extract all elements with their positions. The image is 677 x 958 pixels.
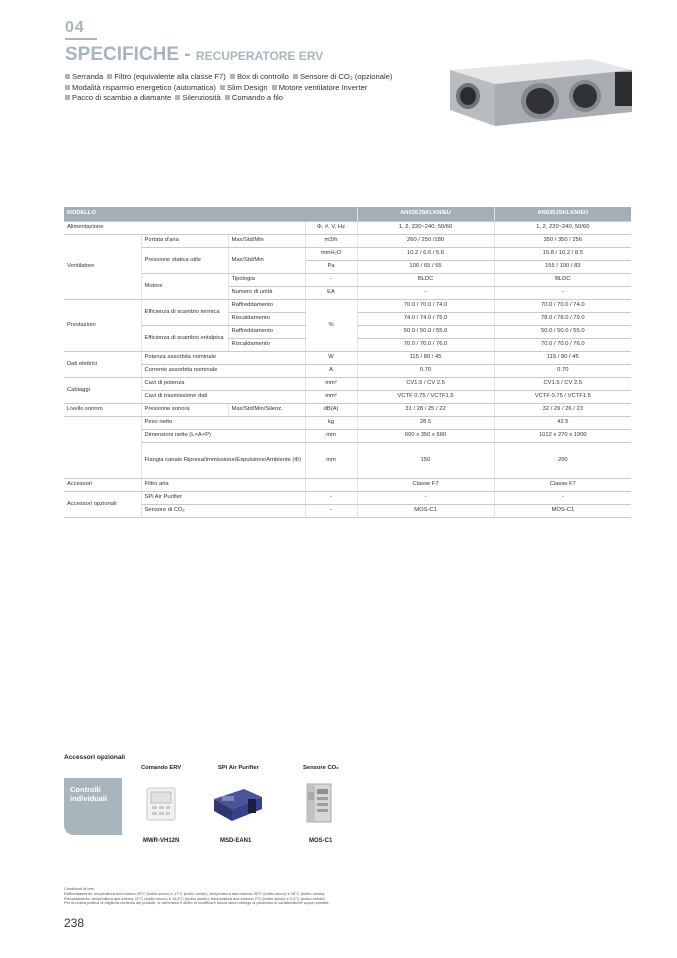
feature-item <box>225 93 283 102</box>
accessory-code: MWR-VH12N <box>143 838 180 844</box>
row-item: Motore <box>141 273 228 299</box>
bullet-square-icon <box>293 74 298 79</box>
row-sub: Riscaldamento <box>228 338 305 351</box>
row-item: Potenza assorbita nominale <box>141 351 305 364</box>
section-divider <box>65 38 97 40</box>
row-item: Filtro aria <box>141 478 305 491</box>
row-item: Dimensioni nette (L×A×P) <box>141 429 305 442</box>
row-value-2: 115 / 80 / 45 <box>494 351 631 364</box>
row-label: Alimentazione <box>64 221 305 234</box>
footnote-line: Riscaldamento: temperatura aria interna 22°C (bulbo secco) e 13,8°C (bulbo umido); temperatura aria esterna 2°C (bulbo secco) e 0,6°C (bulbo umido) <box>64 895 325 901</box>
feature-item <box>65 93 171 102</box>
accessory-code: MSD-EAN1 <box>220 838 252 844</box>
row-unit: dB(A) <box>305 403 357 416</box>
feature-label: Motore ventilatore Inverter <box>278 82 368 92</box>
feature-item <box>230 72 289 81</box>
row-item: Cavi di potenza <box>141 377 305 390</box>
row-group-empty <box>64 416 141 478</box>
row-item: Efficienza di scambio entalpica <box>141 325 228 351</box>
row-group: Livello sonoro <box>64 403 141 416</box>
row-value-2: Classe F7 <box>494 478 631 491</box>
table-row <box>64 234 631 247</box>
bullet-square-icon <box>230 74 235 79</box>
row-unit: W <box>305 351 357 364</box>
row-value-2: 50.0 / 50.0 / 55.0 <box>494 325 631 338</box>
table-row <box>64 351 631 364</box>
row-unit: m3/h <box>305 234 357 247</box>
row-value-1: Classe F7 <box>357 478 494 491</box>
row-value-2: MOS-C1 <box>494 504 631 517</box>
feature-item <box>65 83 216 92</box>
row-item: SPi Air Purifier <box>141 491 305 504</box>
row-value-1: 260 / 250 /180 <box>357 234 494 247</box>
row-item: Pressione sonora <box>141 403 228 416</box>
table-row <box>64 377 631 390</box>
bullet-square-icon <box>220 85 225 90</box>
row-value-2: - <box>494 491 631 504</box>
row-unit: mm² <box>305 390 357 403</box>
accessories-title: Accessori opzionali <box>64 754 126 761</box>
section-number: 04 <box>65 19 85 36</box>
row-value-1: 10.2 / 6.6 / 5.6 <box>357 247 494 260</box>
feature-label: Modalità risparmio energetico (automatica) <box>72 82 216 92</box>
table-row <box>64 390 631 403</box>
table-row <box>64 442 631 478</box>
accessory-name: Sensore CO₂ <box>303 765 339 771</box>
row-sub: Raffreddamento <box>228 325 305 338</box>
row-unit: Pa <box>305 260 357 273</box>
table-header-model: MODELLO <box>64 207 357 221</box>
row-value-2: 1, 2, 220~240, 50/60 <box>494 221 631 234</box>
row-value-2: 350 / 350 / 256 <box>494 234 631 247</box>
bullet-square-icon <box>175 95 180 100</box>
table-header-model-2: AN035JSKLKN/EU <box>494 207 631 221</box>
row-value-2: CV1.5 / CV 2.5 <box>494 377 631 390</box>
bullet-square-icon <box>107 74 112 79</box>
row-value-2: 1012 x 270 x 1000 <box>494 429 631 442</box>
row-sub: Max/Std/Min/Silenz. <box>228 403 305 416</box>
table-row <box>64 478 631 491</box>
row-unit: mm <box>305 429 357 442</box>
row-sub: Max/Std/Min <box>228 247 305 273</box>
accessory-code: MOS-C1 <box>309 838 333 844</box>
row-value-2: - <box>494 286 631 299</box>
row-unit: mm² <box>305 377 357 390</box>
feature-item <box>220 83 268 92</box>
accessory-name: SPi Air Purifier <box>218 765 259 771</box>
footnotes <box>64 887 384 906</box>
row-value-1: 31 / 28 / 25 / 22 <box>357 403 494 416</box>
row-value-2: 70.0 / 70.0 / 76.0 <box>494 338 631 351</box>
page-title-main: SPECIFICHE - <box>65 44 196 65</box>
row-value-1: - <box>357 286 494 299</box>
feature-label: Pacco di scambio a diamante <box>72 93 172 103</box>
feature-label: Silenziosità <box>182 93 221 103</box>
feature-label: Comando a filo <box>231 93 283 103</box>
row-value-1: 600 x 350 x 660 <box>357 429 494 442</box>
row-item: Corrente assorbita nominale <box>141 364 305 377</box>
row-value-2: 0.70 <box>494 364 631 377</box>
spec-table <box>64 207 631 518</box>
row-item: Sensore di CO₂ <box>141 504 305 517</box>
row-value-1: VCTF 0.75 / VCTF1.5 <box>357 390 494 403</box>
row-unit: A <box>305 364 357 377</box>
row-unit: mmH₂O <box>305 247 357 260</box>
row-value-1: 100 / 65 / 55 <box>357 260 494 273</box>
table-row <box>64 364 631 377</box>
row-value-2: BLDC <box>494 273 631 286</box>
erv-controller-image <box>146 787 176 821</box>
row-group: Cablaggi <box>64 377 141 403</box>
table-row <box>64 273 631 286</box>
row-sub: Max/Std/Min <box>228 234 305 247</box>
row-value-1: 70.0 / 70.0 / 76.0 <box>357 338 494 351</box>
row-group: Dati elettrici <box>64 351 141 377</box>
table-row <box>64 416 631 429</box>
row-value-2: 155 / 100 / 83 <box>494 260 631 273</box>
row-value-1: 1, 2, 220~240, 50/60 <box>357 221 494 234</box>
row-value-1: 50.0 / 50.0 / 55.0 <box>357 325 494 338</box>
table-row <box>64 221 631 234</box>
row-item: Peso netto <box>141 416 305 429</box>
row-value-1: MOS-C1 <box>357 504 494 517</box>
row-value-1: 28.5 <box>357 416 494 429</box>
feature-item <box>175 93 220 102</box>
row-item: Portata d'aria <box>141 234 228 247</box>
footnote-line: Condizioni di test: <box>64 886 95 891</box>
row-sub: Raffreddamento <box>228 299 305 312</box>
erv-unit-image <box>440 54 635 144</box>
bullet-square-icon <box>272 85 277 90</box>
row-value-2: 78.0 / 78.0 / 79.0 <box>494 312 631 325</box>
row-unit: mm <box>305 442 357 478</box>
row-sub: Tipologia <box>228 273 305 286</box>
row-value-2: VCTF 0.75 / VCTF1.5 <box>494 390 631 403</box>
bullet-square-icon <box>65 95 70 100</box>
row-value-1: 115 / 80 / 45 <box>357 351 494 364</box>
accessory-name: Comando ERV <box>141 765 182 771</box>
row-unit: - <box>305 273 357 286</box>
table-row <box>64 403 631 416</box>
bullet-square-icon <box>225 95 230 100</box>
feature-item <box>65 72 103 81</box>
footnote-line: Per la nostra politica di migliorìa continua dei prodotti, ci riserviamo il diritto di modificare senza alcun obbligo di preavviso le caratteristiche sopra riportate. <box>64 900 330 906</box>
row-item: Cavi di trasmissione dati <box>141 390 305 403</box>
row-value-1: 150 <box>357 442 494 478</box>
row-value-1: - <box>357 491 494 504</box>
feature-label: Serranda <box>72 72 104 81</box>
row-unit: - <box>305 504 357 517</box>
row-value-2: 15.8 / 10.2 / 8.5 <box>494 247 631 260</box>
feature-list <box>65 72 420 104</box>
feature-label: Filtro (equivalente alla classe F7) <box>114 72 226 81</box>
feature-item <box>107 72 225 81</box>
row-group: Accessori <box>64 478 141 491</box>
row-unit <box>305 478 357 491</box>
table-row <box>64 247 631 260</box>
page-number: 238 <box>64 916 85 930</box>
feature-label: Sensore di CO₂ (opzionale) <box>299 72 393 81</box>
row-sub: Riscaldamento <box>228 312 305 325</box>
row-unit: - <box>305 491 357 504</box>
page-title-sub: RECUPERATORE ERV <box>195 49 324 63</box>
row-value-2: 42.5 <box>494 416 631 429</box>
co2-sensor-image <box>304 782 336 824</box>
feature-item <box>293 72 392 81</box>
row-sub: Numero di unità <box>228 286 305 299</box>
row-item: Flangia canale Ripresa/Immissione/Espulsione/Ambiente (Φ) <box>141 442 305 478</box>
row-value-1: CV1.5 / CV 2.5 <box>357 377 494 390</box>
row-group: Ventilatore <box>64 234 141 299</box>
row-group: Accessori opzionali <box>64 491 141 517</box>
row-value-2: 200 <box>494 442 631 478</box>
individual-controls-box: Controlli individuali <box>64 778 122 835</box>
table-row <box>64 491 631 504</box>
table-header-model-1: AN026JSKLKN/EU <box>357 207 494 221</box>
row-unit: % <box>305 299 357 351</box>
row-value-1: BLDC <box>357 273 494 286</box>
feature-label: Slim Design <box>227 82 268 92</box>
feature-label: Box di controllo <box>236 72 289 81</box>
row-item: Pressione statica utile <box>141 247 228 273</box>
spi-air-purifier-image <box>212 785 264 823</box>
row-value-2: 32 / 29 / 26 / 23 <box>494 403 631 416</box>
row-group: Prestazioni <box>64 299 141 351</box>
row-unit: kg <box>305 416 357 429</box>
table-row <box>64 299 631 312</box>
row-unit: Φ, #, V, Hz <box>305 221 357 234</box>
row-value-2: 70.0 / 70.0 / 74.0 <box>494 299 631 312</box>
page-title <box>65 44 323 66</box>
row-value-1: 70.0 / 70.0 / 74.0 <box>357 299 494 312</box>
bullet-square-icon <box>65 74 70 79</box>
table-row <box>64 504 631 517</box>
feature-item <box>272 83 368 92</box>
row-unit: EA <box>305 286 357 299</box>
row-value-1: 74.0 / 74.0 / 75.0 <box>357 312 494 325</box>
table-header-row <box>64 207 631 221</box>
table-row <box>64 429 631 442</box>
row-value-1: 0.70 <box>357 364 494 377</box>
bullet-square-icon <box>65 85 70 90</box>
row-item: Efficienza di scambio termica <box>141 299 228 325</box>
footnote-line: Raffreddamento: temperatura aria interna 26°C (bulbo secco) e 17°C (bulbo umido); temperatura aria esterna 35°C (bulbo secco) e 28°C (bulbo umido) <box>64 890 325 896</box>
